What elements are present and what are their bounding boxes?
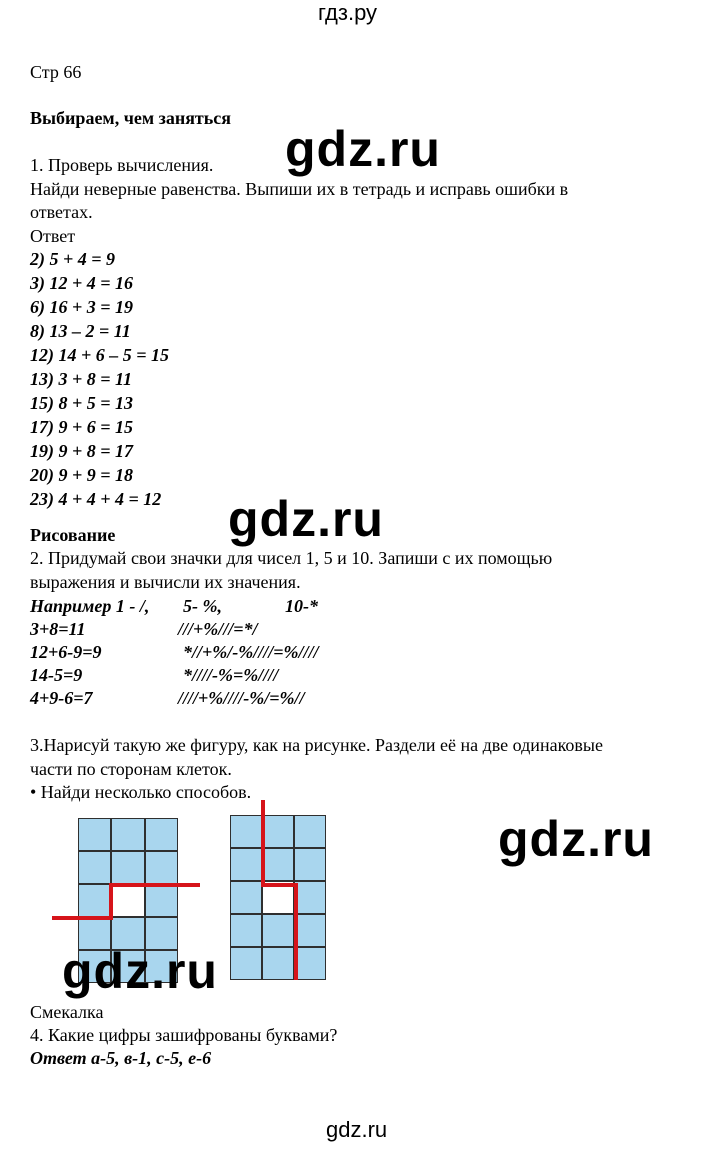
grid-cell [111,851,144,884]
task4-question: 4. Какие цифры зашифрованы буквами? [30,1025,338,1045]
task1-instruction-line1: Найди неверные равенства. Выпиши их в тетрадь и исправь ошибки в [30,179,569,199]
answer-line: 2) 5 + 4 = 9 [30,249,116,269]
grid-cell [262,947,294,980]
task2-section-title: Рисование [30,525,116,545]
task2-row-code: ///+%///=*/ [178,619,258,639]
answer-line: 13) 3 + 8 = 11 [30,369,133,389]
task2-row-code: *////-%=%//// [183,665,279,685]
cut-line [261,883,298,887]
task2-example-b: 5- %, [183,596,222,616]
grid-cell [230,947,262,980]
task1-answer-list [30,247,169,511]
grid-cell [230,815,262,848]
task2-line2: выражения и вычисли их значения. [30,572,301,592]
grid-cell [230,848,262,881]
grid-cell [78,851,111,884]
grid-cell [294,914,326,947]
grid-cell [294,848,326,881]
task2-row-code: *//+%/-%////=%//// [183,642,319,662]
grid-cell [230,881,262,914]
task2-row-code: ////+%////-%/=%// [178,688,305,708]
answer-line: 12) 14 + 6 – 5 = 15 [30,345,170,365]
answer-line: 15) 8 + 5 = 13 [30,393,134,413]
grid-cell [294,881,326,914]
answer-line: 19) 9 + 8 = 17 [30,441,134,461]
grid-cell [145,884,178,917]
cut-line [109,883,113,920]
task2-row-expr: 14-5=9 [30,665,83,685]
footer-site-name: gdz.ru [326,1117,388,1142]
task2-example-c: 10-* [285,596,318,616]
task2-example-a: Например 1 - /, [30,596,150,616]
grid-cell [230,914,262,947]
grid-cell [145,851,178,884]
grid-cell [294,815,326,848]
grid-cell [78,884,111,917]
grid-cell [262,848,294,881]
grid-hole [111,884,144,917]
task1-instruction-line2: ответах. [30,202,93,222]
watermark: gdz.ru [285,121,441,177]
answer-line: 17) 9 + 6 = 15 [30,417,134,437]
answer-line: 23) 4 + 4 + 4 = 12 [30,489,162,509]
task2-row-expr: 4+9-6=7 [30,688,93,708]
cut-line [261,800,265,886]
grid-cell [294,947,326,980]
answer-line: 8) 13 – 2 = 11 [30,321,131,341]
watermark: gdz.ru [228,491,384,547]
cut-line [294,883,298,980]
task2-row-expr: 3+8=11 [30,619,86,639]
task1-title: 1. Проверь вычисления. [30,155,214,175]
figure-grid-right [230,815,326,980]
task4-section-title: Смекалка [30,1002,104,1022]
answer-line: 20) 9 + 9 = 18 [30,465,134,485]
watermark: gdz.ru [62,943,218,999]
task1-answer-label: Ответ [30,226,76,246]
task4-answer: Ответ а-5, в-1, с-5, е-6 [30,1048,212,1068]
task2-line1: 2. Придумай свои значки для чисел 1, 5 и 10. Запиши с их помощью [30,548,553,568]
cut-line [52,916,113,920]
grid-cell [78,818,111,851]
answer-line: 3) 12 + 4 = 16 [30,273,134,293]
grid-cell [111,818,144,851]
grid-cell [145,818,178,851]
task2-row-expr: 12+6-9=9 [30,642,102,662]
cut-line [110,883,200,887]
grid-cell [262,815,294,848]
task3-line3: • Найди несколько способов. [30,782,252,802]
answer-line: 6) 16 + 3 = 19 [30,297,134,317]
task3-line1: 3.Нарисуй такую же фигуру, как на рисунке. Раздели её на две одинаковые [30,735,603,755]
section-title: Выбираем, чем заняться [30,108,232,128]
header-site-name: гдз.ру [318,0,378,25]
grid-cell [262,914,294,947]
watermark: gdz.ru [498,811,654,867]
page-label: Стр 66 [30,62,82,82]
task3-line2: части по сторонам клеток. [30,759,232,779]
